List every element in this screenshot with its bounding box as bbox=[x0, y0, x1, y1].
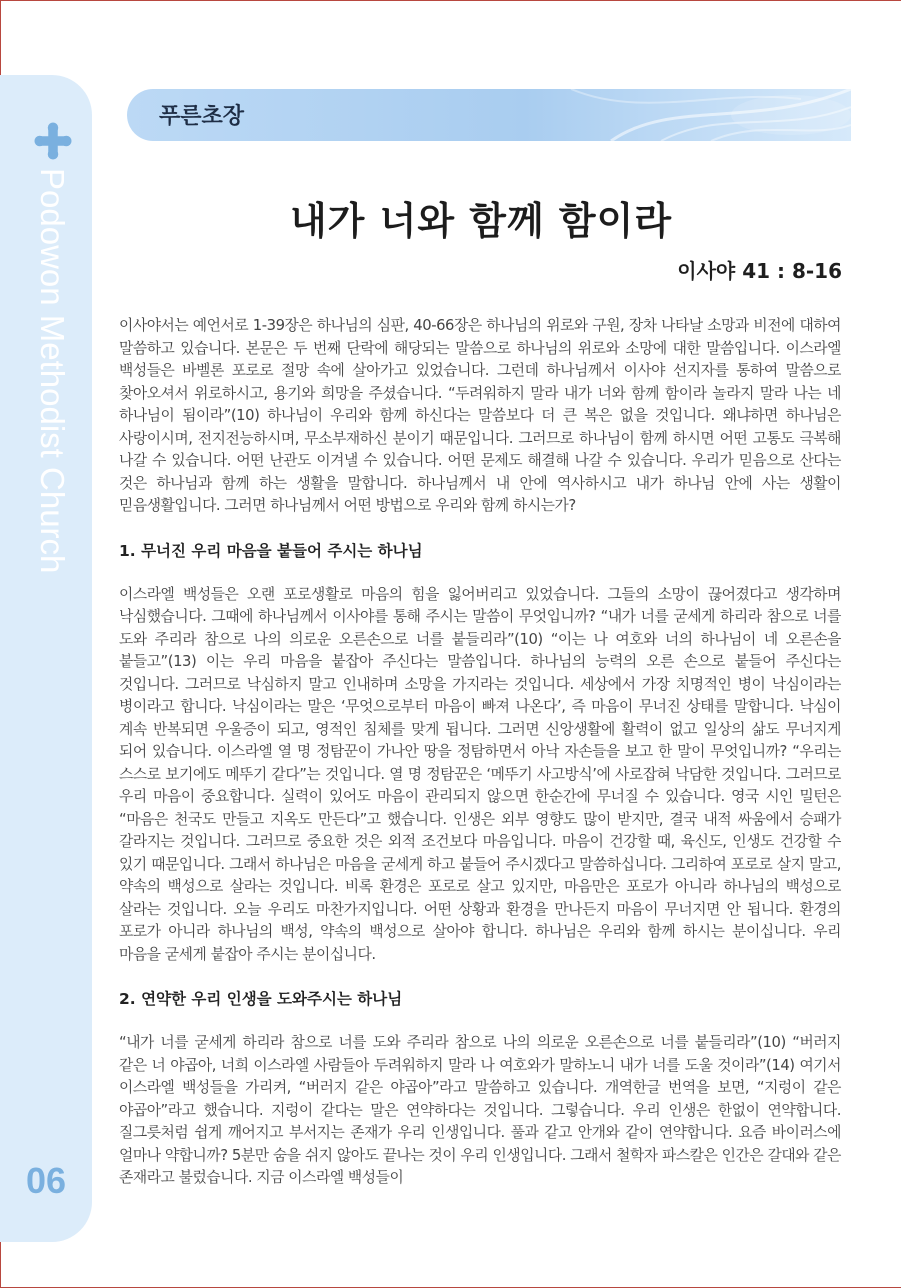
section-2-paragraph: “내가 너를 굳세게 하리라 참으로 너를 도와 주리라 참으로 나의 의로운 오른손으로 너를 붙들리라”(10) “버러지 같은 너 야곱아, 너희 이스라엘 사람들아 두려워하지 말라 나 여호와가 말하노니 내가 너를 도울 것이라”(14) 여기서 이스라엘 백성들을 가리켜, “버러지 같은 야곱아”라고 말씀하고 있습니다. 개역한글 번역을 보면, “지렁이 같은 야곱아”라고 했습니다. 지렁이 같다는 말은 연약하다는 것입니다. 그렇습니다. 우리 인생은 한없이 연약합니다. 질그릇처럼 쉽게 깨어지고 부서지는 존재가 우리 인생입니다. 풀과 같고 안개와 같이 연약합니다. 요즘 바이러스에 얼마나 약합니까? 5분만 숨을 쉬지 않아도 끝나는 것이 우리 인생입니다. 그래서 철학자 파스칼은 인간은 갈대와 같은 존재라고 불렀습니다. 지금 이스라엘 백성들이 bbox=[119, 1034, 841, 1186]
sermon-title: 내가 너와 함께 함이라 bbox=[289, 198, 673, 243]
section-banner bbox=[127, 89, 851, 141]
water-ripple-decoration bbox=[551, 89, 851, 141]
section-1-heading: 1. 무너진 우리 마음을 붙들어 주시는 하나님 bbox=[119, 541, 423, 560]
banner-label: 푸른초장 bbox=[159, 104, 245, 129]
section-1-paragraph: 이스라엘 백성들은 오랜 포로생활로 마음의 힘을 잃어버리고 있었습니다. 그들의 소망이 끊어졌다고 생각하며 낙심했습니다. 그때에 하나님께서 이사야를 통해 주시는 말씀이 무엇입니까? “내가 너를 굳세게 하리라 참으로 너를 도와 주리라 참으로 나의 의로운 오른손으로 너를 붙들리라”(10) “이는 나 여호와 너의 하나님이 네 오른손을 붙들고”(13) 이는 우리 마음을 붙잡아 주신다는 말씀입니다. 하나님의 능력의 오른 손으로 붙들어 주신다는 것입니다. 그러므로 낙심하지 말고 인내하며 소망을 가지라는 것입니다. 세상에서 가장 치명적인 병이 낙심이라는 병이라고 합니다. 낙심이라는 말은 ‘무엇으로부터 마음이 빠져 나온다’, 즉 마음이 무너진 상태를 말합니다. 낙심이 계속 반복되면 우울증이 되고, 영적인 침체를 맞게 됩니다. 그러면 신앙생활에 활력이 없고 일상의 삶도 무너지게 되어 있습니다. 이스라엘 열 명 정탐꾼이 가나안 땅을 정탐하면서 아낙 자손들을 보고 한 말이 무엇입니까? “우리는 스스로 보기에도 메뚜기 같다”는 것입니다. 열 명 정탐꾼은 ‘메뚜기 사고방식’에 사로잡혀 낙담한 것입니다. 그러므로 우리 마음이 중요합니다. 실력이 있어도 마음이 관리되지 않으면 한순간에 무너질 수 있습니다. 영국 시인 밀턴은 “마음은 천국도 만들고 지옥도 만든다”고 했습니다. 인생은 외부 영향도 많이 받지만, 결국 내적 싸움에서 승패가 갈라지는 것입니다. 그러므로 중요한 것은 외적 조건보다 마음입니다. 마음이 건강할 때, 육신도, 인생도 건강할 수 있기 때문입니다. 그래서 하나님은 마음을 굳세게 하고 붙들어 주시겠다고 말씀하십니다. 그리하여 포로로 살지 말고, 약속의 백성으로 살라는 것입니다. 비록 환경은 포로로 살고 있지만, 마음만은 포로가 아니라 하나님의 백성으로 살라는 것입니다. 오늘 우리도 마찬가지입니다. 어떤 상황과 환경을 만나든지 마음이 무너지면 안 됩니다. 환경의 포로가 아니라 하나님의 백성, 약속의 백성으로 살아야 합니다. 하나님은 우리와 함께 하시는 분이십니다. 우리 마음을 굳세게 붙잡아 주시는 분이십니다. bbox=[119, 585, 841, 963]
sermon-content bbox=[119, 315, 841, 1190]
church-name: Podowon Methodist Church bbox=[34, 168, 71, 574]
scripture-reference: 이사야 41 : 8-16 bbox=[677, 259, 842, 283]
page-number: 06 bbox=[25, 1160, 67, 1201]
section-2-heading: 2. 연약한 우리 인생을 도와주시는 하나님 bbox=[119, 990, 403, 1008]
intro-paragraph: 이사야서는 예언서로 1-39장은 하나님의 심판, 40-66장은 하나님의 위로와 구원, 장차 나타날 소망과 비전에 대하여 말씀하고 있습니다. 본문은 두 번째 단락에 해당되는 말씀으로 하나님의 위로와 소망에 대한 말씀입니다. 이스라엘 백성들은 바벨론 포로로 절망 속에 살아가고 있었습니다. 그런데 하나님께서 이사야 선지자를 통하여 말씀으로 찾아오셔서 위로하시고, 용기와 희망을 주셨습니다. “두려워하지 말라 내가 너와 함께 함이라 놀라지 말라 나는 네 하나님이 됨이라”(10) 하나님이 우리와 함께 하신다는 말씀보다 더 큰 복은 없을 것입니다. 왜냐하면 하나님은 사랑이시며, 전지전능하시며, 무소부재하신 분이기 때문입니다. 그러므로 하나님이 함께 하시면 어떤 고통도 극복해 나갈 수 있습니다. 어떤 난관도 이겨낼 수 있습니다. 어떤 문제도 해결해 나갈 수 있습니다. 우리가 믿음으로 산다는 것은 하나님과 함께 하는 생활을 말합니다. 하나님께서 내 안에 역사하시고 내가 하나님 안에 사는 생활이 믿음생활입니다. 그러면 하나님께서 어떤 방법으로 우리와 함께 하시는가? bbox=[119, 317, 841, 514]
cross-icon bbox=[34, 122, 72, 160]
